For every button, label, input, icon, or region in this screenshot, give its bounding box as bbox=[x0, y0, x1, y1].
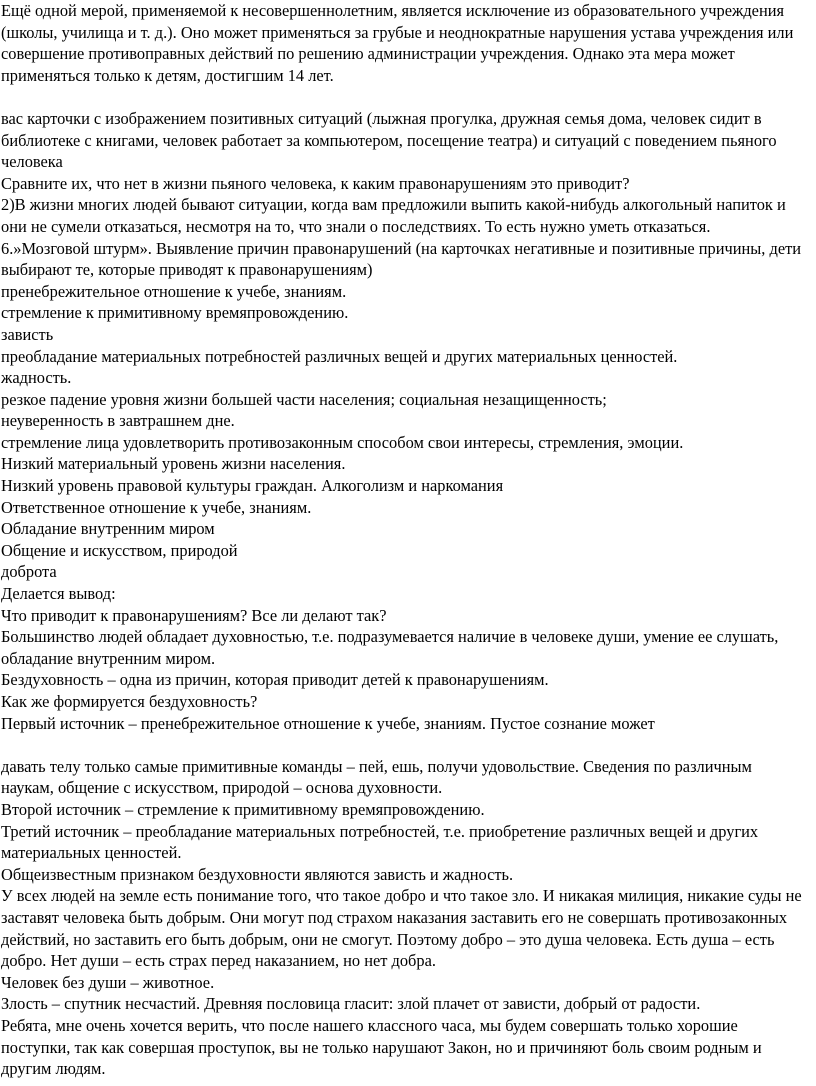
paragraph-exclusion-measure: Ещё одной мерой, применяемой к несовершеннолетним, является исключение из образовательного учреждения (школы, училища и т. д.). Оно может применяться за грубые и неоднократные нарушения устава учреждения или совершение противоправных действий по решению администрации учреждения. Однако эта мера может применяться только к детям, достигшим 14 лет. bbox=[1, 1, 794, 85]
paragraph-first-source: Первый источник – пренебрежительное отношение к учебе, знаниям. Пустое сознание может bbox=[1, 713, 655, 733]
paragraph-closing: Ребята, мне очень хочется верить, что после нашего классного часа, мы будем совершать только хорошие поступки, так как совершая проступок, вы не только нарушают Закон, но и причиняют боль своим родным и другим людям. bbox=[1, 1015, 762, 1079]
paragraph-spacer bbox=[1, 86, 806, 108]
list-item: Общение и искусством, природой bbox=[1, 540, 238, 560]
list-item: резкое падение уровня жизни большей части населения; социальная незащищенность; bbox=[1, 389, 607, 409]
paragraph-conclusion-heading: Делается вывод: bbox=[1, 584, 116, 604]
paragraph-envy-greed: Общеизвестным признаком бездуховности являются зависть и жадность. bbox=[1, 864, 514, 884]
paragraph-third-source: Третий источник – преобладание материальных потребностей, т.е. приобретение различных вещей и других материальных ценностей. bbox=[1, 821, 759, 863]
paragraph-first-source-continued: давать телу только самые примитивные команды – пей, ешь, получи удовольствие. Сведения по различным наукам, общение с искусством, природой – основа духовности. bbox=[1, 756, 752, 798]
paragraph-question: Что приводит к правонарушениям? Все ли делают так? bbox=[1, 605, 387, 625]
list-item: доброта bbox=[1, 562, 57, 582]
paragraph-proverb: Злость – спутник несчастий. Древняя пословица гласит: злой плачет от зависти, добрый от радости. bbox=[1, 994, 701, 1014]
paragraph-lack-of-spirituality: Бездуховность – одна из причин, которая приводит детей к правонарушениям. bbox=[1, 670, 549, 690]
list-item: неуверенность в завтрашнем дне. bbox=[1, 411, 235, 431]
list-item: Низкий уровень правовой культуры граждан. Алкоголизм и наркомания bbox=[1, 476, 504, 496]
paragraph-cards: вас карточки с изображением позитивных ситуаций (лыжная прогулка, дружная семья дома, человек сидит в библиотеке с книгами, человек работает за компьютером, посещение театра) и ситуаций с поведением пьяного человека bbox=[1, 108, 777, 172]
list-item: зависть bbox=[1, 324, 54, 344]
paragraph-second-source: Второй источник – стремление к примитивному времяпровождению. bbox=[1, 799, 485, 819]
paragraph-compare: Сравните их, что нет в жизни пьяного человека, к каким правонарушениям это приводит? bbox=[1, 173, 630, 193]
list-item: пренебрежительное отношение к учебе, знаниям. bbox=[1, 281, 347, 301]
list-item: Обладание внутренним миром bbox=[1, 519, 215, 539]
paragraph-spirituality: Большинство людей обладает духовностью, т.е. подразумевается наличие в человеке души, умение ее слушать, обладание внутренним миром. bbox=[1, 627, 779, 668]
paragraph-refuse: 2)В жизни многих людей бывают ситуации, когда вам предложили выпить какой-нибудь алкогольный напиток и они не сумели отказаться, несмотря на то, что знали о последствиях. То есть нужно уметь отказаться. bbox=[1, 195, 786, 236]
paragraph-brainstorm: 6.»Мозговой штурм». Выявление причин правонарушений (на карточках негативные и позитивные причины, дети выбирают те, которые приводят к правонарушениям) bbox=[1, 238, 802, 280]
list-item: Ответственное отношение к учебе, знаниям. bbox=[1, 497, 312, 517]
list-item: преобладание материальных потребностей различных вещей и других материальных ценностей. bbox=[1, 346, 678, 366]
paragraph-question: Как же формируется бездуховность? bbox=[1, 692, 258, 711]
list-item: Низкий материальный уровень жизни населения. bbox=[1, 454, 346, 474]
list-item: жадность. bbox=[1, 368, 72, 388]
paragraph-spacer bbox=[1, 734, 806, 756]
list-item: стремление лица удовлетворить противозаконным способом свои интересы, стремления, эмоции. bbox=[1, 432, 684, 452]
paragraph-soulless: Человек без души – животное. bbox=[1, 972, 215, 992]
list-item: стремление к примитивному времяпровождению. bbox=[1, 303, 349, 323]
paragraph-good-and-evil: У всех людей на земле есть понимание того, что такое добро и что такое зло. И никакая милиция, никакие суды не заставят человека быть добрым. Они могут под страхом наказания заставить его не совершать противозаконных действий, но заставить его быть добрым, они не смогут. Поэтому добро – это душа человека. Есть душа – есть добро. Нет души – есть страх перед наказанием, но нет добра. bbox=[1, 886, 802, 971]
